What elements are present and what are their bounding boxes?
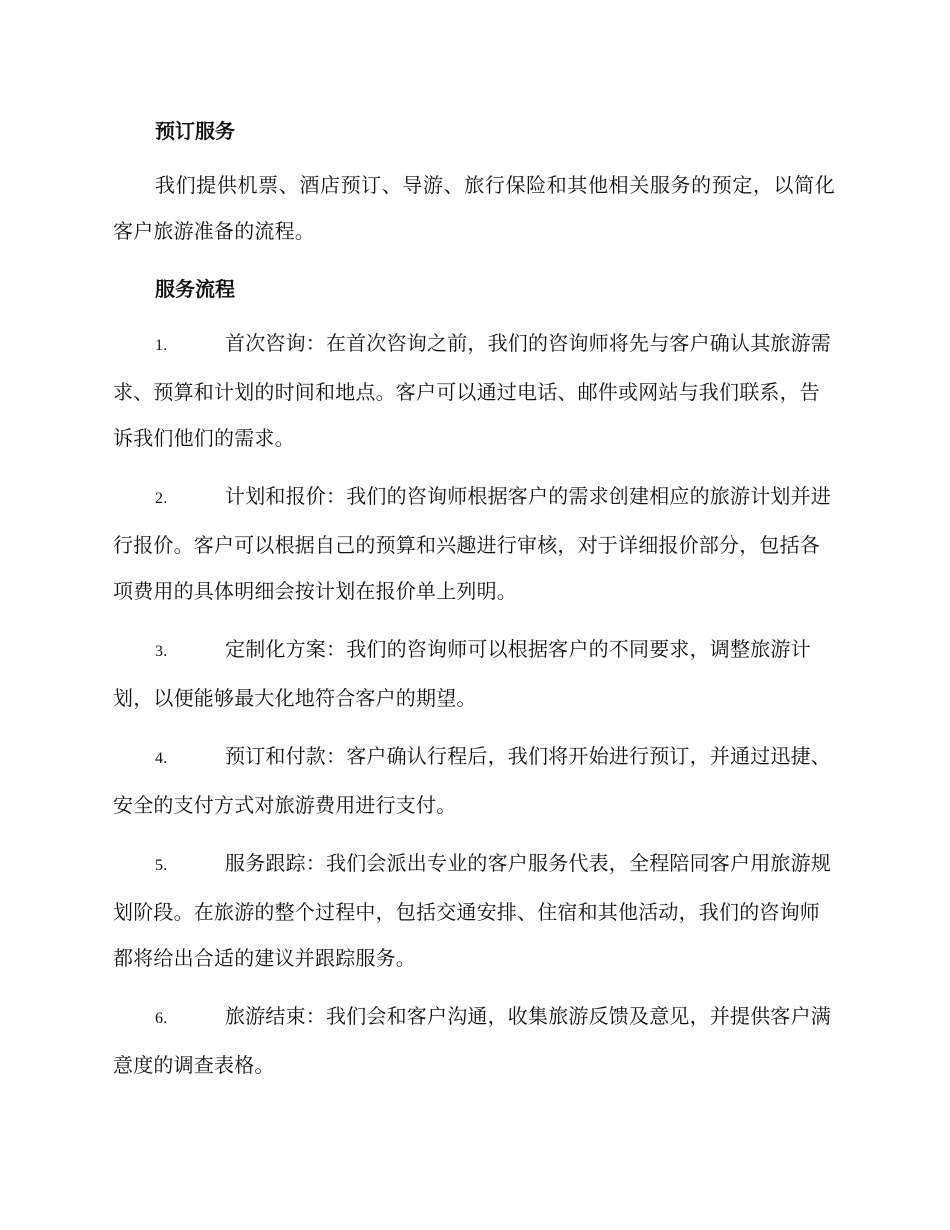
step-number: 3. xyxy=(155,643,168,660)
step-number: 5. xyxy=(155,857,168,874)
step-number: 4. xyxy=(155,750,168,767)
step-text: 首次咨询：在首次咨询之前，我们的咨询师将先与客户确认其旅游需求、预算和计划的时间和地点。客户可以通过电话、邮件或网站与我们联系，告诉我们他们的需求。 xyxy=(113,331,831,450)
step-text: 服务跟踪：我们会派出专业的客户服务代表，全程陪同客户用旅游规划阶段。在旅游的整个过程中，包括交通安排、住宿和其他活动，我们的咨询师都将给出合适的建议并跟踪服务。 xyxy=(113,851,831,970)
process-step xyxy=(113,733,835,828)
document-body xyxy=(113,108,835,1100)
process-step xyxy=(113,993,835,1088)
step-text: 计划和报价：我们的咨询师根据客户的需求创建相应的旅游计划并进行报价。客户可以根据自己的预算和兴趣进行审核，对于详细报价部分，包括各项费用的具体明细会按计划在报价单上列明。 xyxy=(113,484,831,603)
step-number: 1. xyxy=(155,337,168,354)
process-step xyxy=(113,840,835,981)
step-text: 预订和付款：客户确认行程后，我们将开始进行预订，并通过迅捷、安全的支付方式对旅游费用进行支付。 xyxy=(113,744,831,817)
process-step xyxy=(113,320,835,461)
step-text: 旅游结束：我们会和客户沟通，收集旅游反馈及意见，并提供客户满意度的调查表格。 xyxy=(113,1004,831,1077)
step-number: 6. xyxy=(155,1010,168,1027)
step-text: 定制化方案：我们的咨询师可以根据客户的不同要求，调整旅游计划，以便能够最大化地符合客户的期望。 xyxy=(113,637,811,710)
booking-paragraph: 我们提供机票、酒店预订、导游、旅行保险和其他相关服务的预定，以简化客户旅游准备的流程。 xyxy=(113,173,835,243)
section-heading-process: 服务流程 xyxy=(155,277,235,301)
process-step xyxy=(113,626,835,721)
process-step xyxy=(113,473,835,614)
section-heading-booking: 预订服务 xyxy=(155,119,235,143)
step-number: 2. xyxy=(155,490,168,507)
